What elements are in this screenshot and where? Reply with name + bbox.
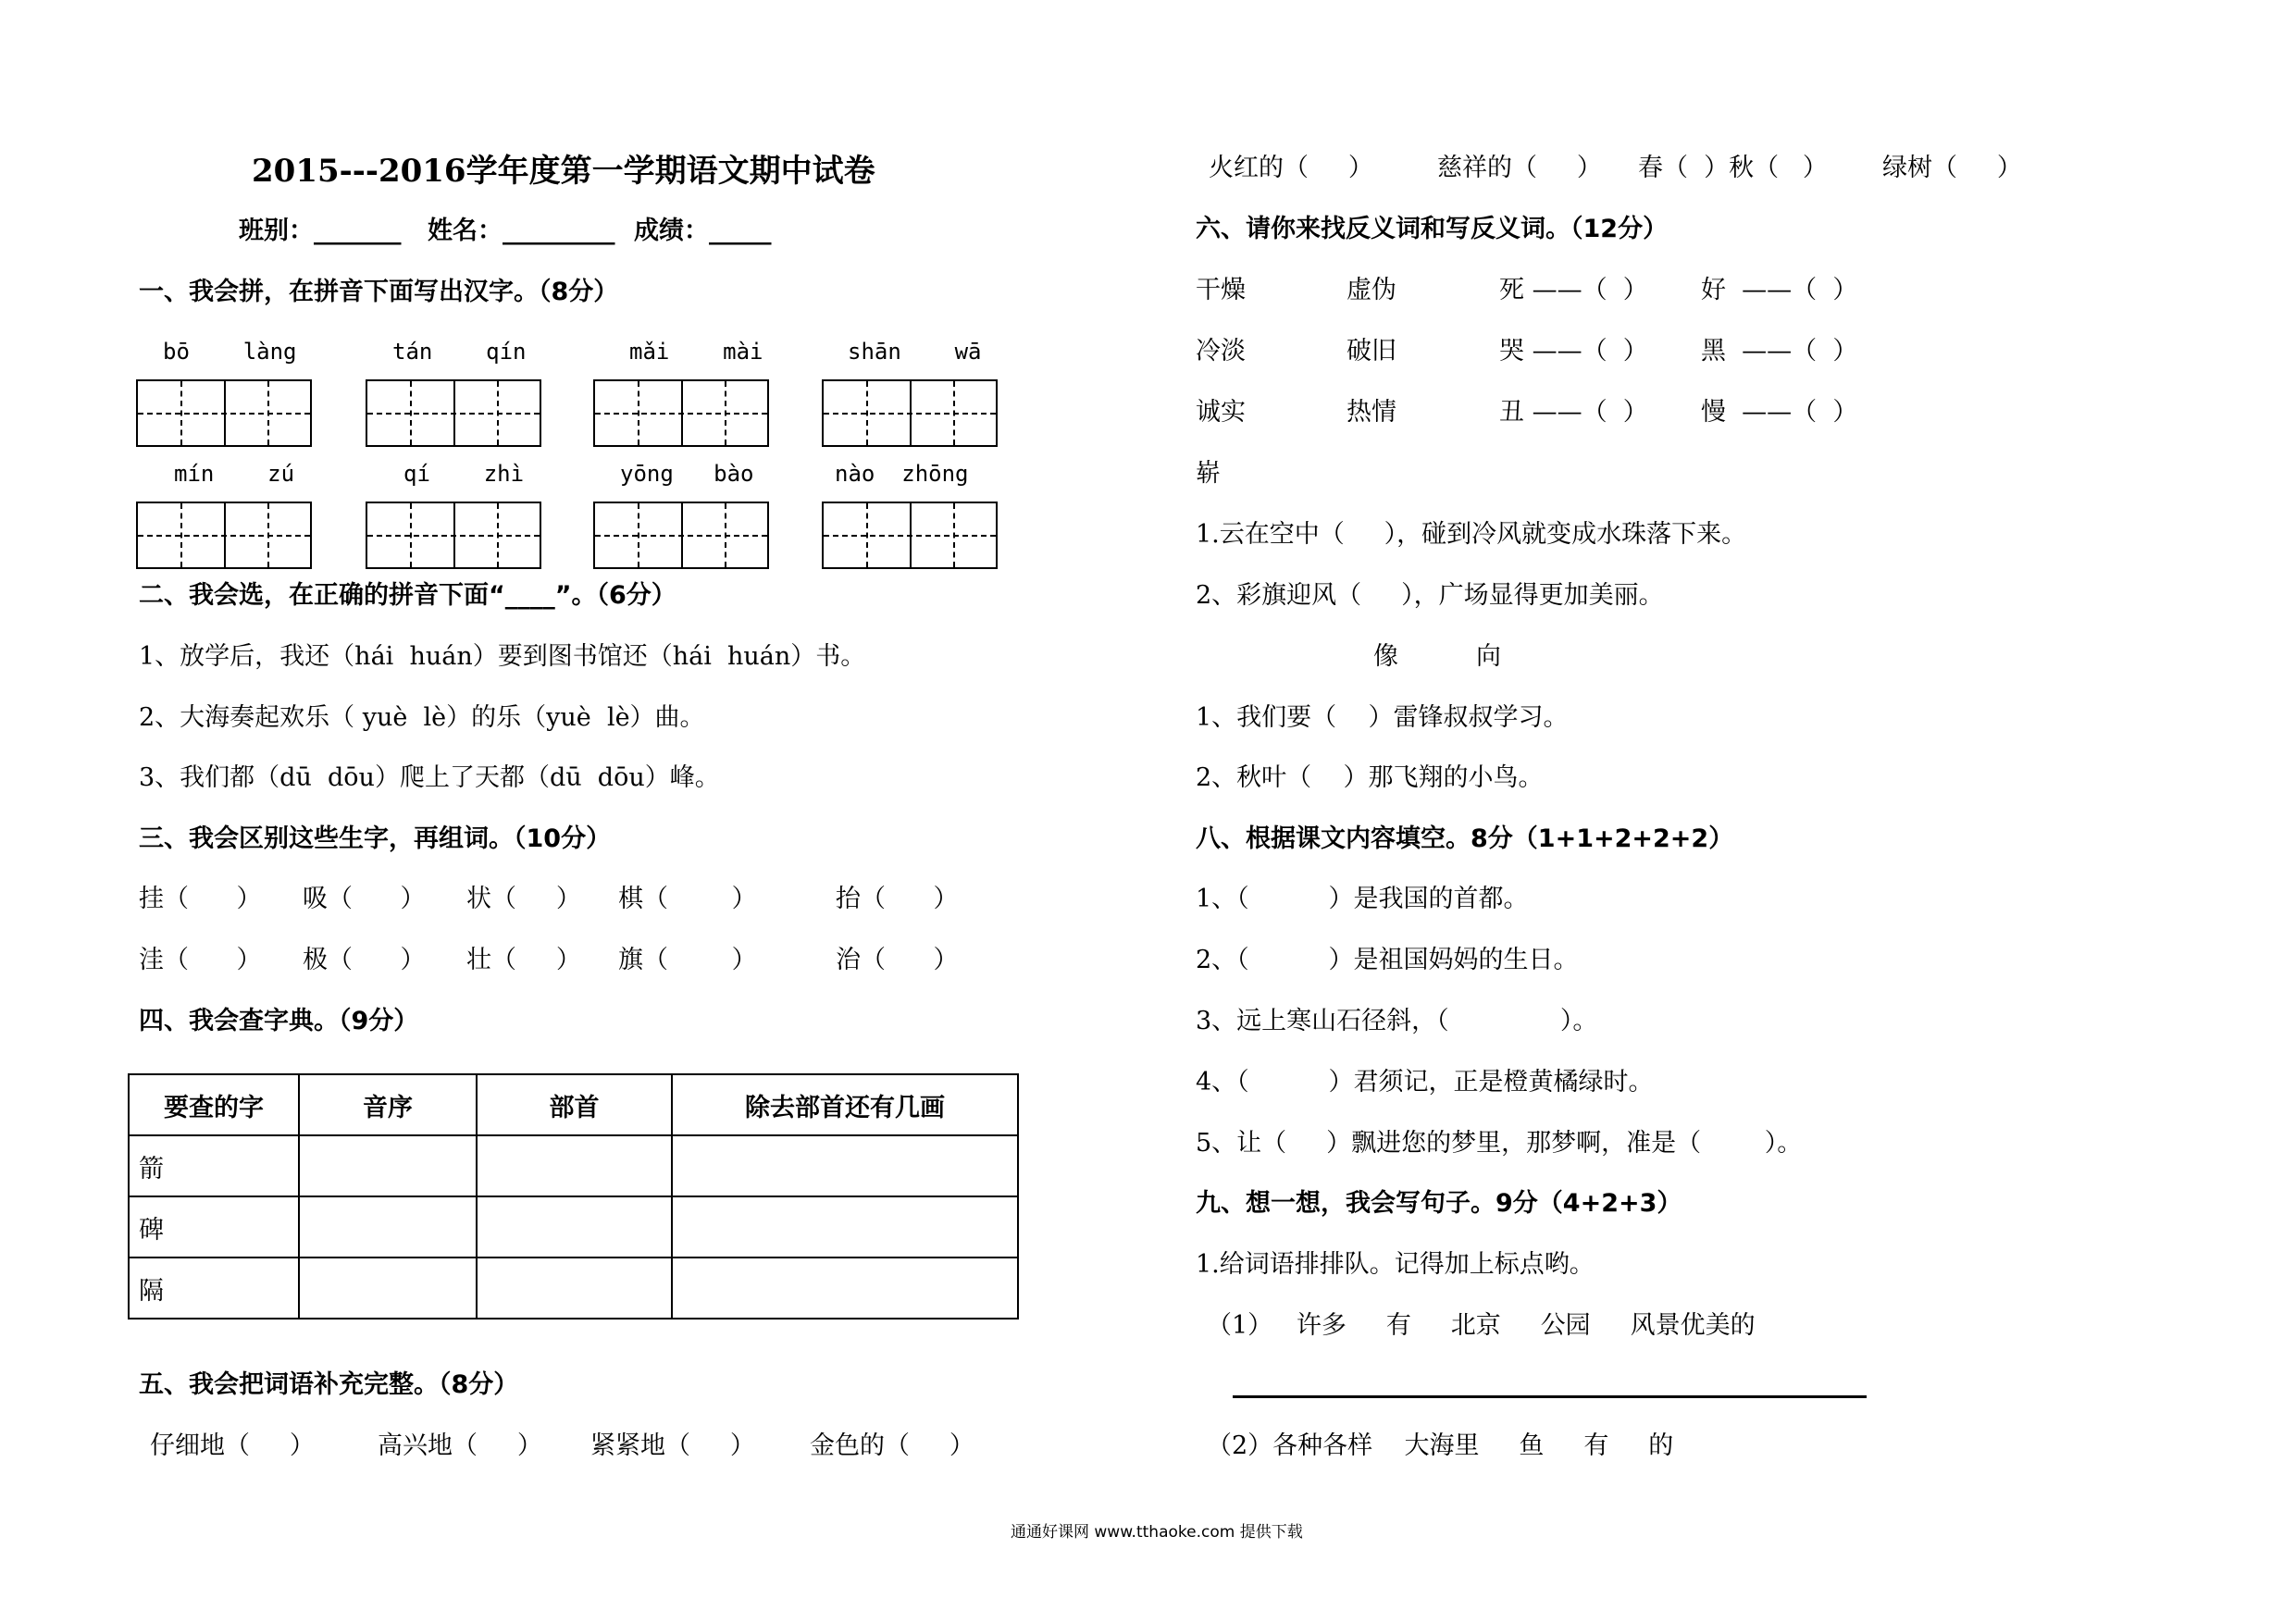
table-cell[interactable] xyxy=(672,1135,1018,1196)
section-6-heading: 六、请你来找反义词和写反义词。（12分） xyxy=(1196,215,1669,243)
s3-item: 壮（ ） xyxy=(466,946,581,974)
s2-item: 2、大海奏起欢乐（ yuè lè）的乐（yuè lè）曲。 xyxy=(139,703,705,732)
s6-cell: 破旧 xyxy=(1347,337,1396,365)
s6-cell: 干燥 xyxy=(1196,276,1246,304)
s9-question-2: （2）各种各样 大海里 鱼 有 的 xyxy=(1207,1431,1674,1460)
pinyin-1-2: tán qín xyxy=(392,339,527,365)
s3-item: 吸（ ） xyxy=(303,885,426,913)
s3-item: 洼（ ） xyxy=(139,946,262,974)
section-5-heading: 五、我会把词语补充完整。（8分） xyxy=(139,1370,519,1399)
s7-choice: 像 xyxy=(1373,642,1398,671)
writing-grid[interactable] xyxy=(366,502,541,569)
writing-grid[interactable] xyxy=(822,502,998,569)
table-row xyxy=(129,1258,1018,1319)
writing-grid[interactable] xyxy=(136,502,312,569)
s6-cell: 冷淡 xyxy=(1196,337,1246,365)
col-header: 部首 xyxy=(477,1074,672,1135)
s5-item-2: 春（ ）秋（ ） xyxy=(1638,154,1828,182)
s7-item: 2、彩旗迎风（ ），广场显得更加美丽。 xyxy=(1196,581,1664,610)
table-cell[interactable] xyxy=(299,1258,477,1319)
s7-item: 1.云在空中（ ），碰到冷风就变成水珠落下来。 xyxy=(1196,520,1747,549)
s7-choice: 向 xyxy=(1476,642,1501,671)
section-7-heading: 崭 xyxy=(1196,459,1221,488)
col-header: 音序 xyxy=(299,1074,477,1135)
s3-item: 治（ ） xyxy=(836,946,959,974)
s3-item: 旗（ ） xyxy=(618,946,757,974)
table-cell: 碑 xyxy=(129,1196,299,1258)
table-row xyxy=(129,1135,1018,1196)
section-8-heading: 八、根据课文内容填空。8分（1+1+2+2+2） xyxy=(1196,824,1734,853)
s5-item: 高兴地（ ） xyxy=(378,1431,542,1460)
writing-grid[interactable] xyxy=(136,379,312,447)
score-field: 成绩：_____ xyxy=(634,217,772,245)
footer: 通通好课网 www.tthaoke.com 提供下载 xyxy=(1011,1523,1303,1542)
s6-cell: 慢 ——（ ） xyxy=(1701,398,1858,427)
s6-cell: 黑 ——（ ） xyxy=(1701,337,1858,365)
col-header: 要查的字 xyxy=(129,1074,299,1135)
table-row xyxy=(129,1196,1018,1258)
s3-item: 抬（ ） xyxy=(836,885,959,913)
table-cell[interactable] xyxy=(477,1196,672,1258)
section-3-heading: 三、我会区别这些生字，再组词。（10分） xyxy=(139,824,612,853)
s6-cell: 死 ——（ ） xyxy=(1499,276,1648,304)
pinyin-1-1: bō làng xyxy=(163,339,297,365)
table-cell: 箭 xyxy=(129,1135,299,1196)
s3-item: 极（ ） xyxy=(303,946,426,974)
s7-item: 1、我们要（ ）雷锋叔叔学习。 xyxy=(1196,703,1569,732)
section-2-heading: 二、我会选，在正确的拼音下面“____”。（6分） xyxy=(139,581,676,610)
col-header: 除去部首还有几画 xyxy=(672,1074,1018,1135)
s3-item: 挂（ ） xyxy=(139,885,262,913)
s8-item: 5、让（ ）飘进您的梦里，那梦啊，准是（ ）。 xyxy=(1196,1129,1803,1158)
s6-cell: 哭 ——（ ） xyxy=(1499,337,1648,365)
table-cell[interactable] xyxy=(299,1135,477,1196)
page-title: 2015---2016学年度第一学期语文期中试卷 xyxy=(252,153,875,190)
name-field: 姓名：_________ xyxy=(428,217,615,245)
section-1-heading: 一、我会拼，在拼音下面写出汉字。（8分） xyxy=(139,278,619,306)
s7-item: 2、秋叶（ ）那飞翔的小鸟。 xyxy=(1196,763,1544,792)
s6-cell: 虚伪 xyxy=(1347,276,1396,304)
table-cell[interactable] xyxy=(672,1196,1018,1258)
pinyin-1-4: shān wā xyxy=(848,339,982,365)
s8-item: 4、（ ）君须记，正是橙黄橘绿时。 xyxy=(1196,1068,1654,1096)
pinyin-2-2: qí zhì xyxy=(403,461,525,487)
section-9-heading: 九、想一想，我会写句子。9分（4+2+3） xyxy=(1196,1189,1682,1218)
answer-line[interactable] xyxy=(1233,1395,1867,1398)
table-cell[interactable] xyxy=(672,1258,1018,1319)
s8-item: 3、远上寒山石径斜，（ ）。 xyxy=(1196,1007,1598,1035)
table-cell: 隔 xyxy=(129,1258,299,1319)
s6-cell: 丑 ——（ ） xyxy=(1499,398,1648,427)
table-cell[interactable] xyxy=(477,1135,672,1196)
pinyin-2-3: yōng bào xyxy=(620,461,754,487)
table-cell[interactable] xyxy=(299,1196,477,1258)
s3-item: 状（ ） xyxy=(466,885,581,913)
s5-item: 仔细地（ ） xyxy=(150,1431,315,1460)
s5-item: 金色的（ ） xyxy=(810,1431,974,1460)
table-cell[interactable] xyxy=(477,1258,672,1319)
writing-grid[interactable] xyxy=(822,379,998,447)
s3-item: 棋（ ） xyxy=(618,885,757,913)
s8-item: 1、（ ）是我国的首都。 xyxy=(1196,885,1529,913)
writing-grid[interactable] xyxy=(366,379,541,447)
s6-cell: 好 ——（ ） xyxy=(1701,276,1858,304)
dictionary-table xyxy=(128,1073,1019,1319)
s5-item: 紧紧地（ ） xyxy=(590,1431,755,1460)
s5-item-2: 绿树（ ） xyxy=(1882,154,2022,182)
s6-cell: 诚实 xyxy=(1196,398,1246,427)
class-field: 班别：_______ xyxy=(239,217,402,245)
s5-item-2: 慈祥的（ ） xyxy=(1437,154,1602,182)
s5-item-2: 火红的（ ） xyxy=(1209,154,1373,182)
pinyin-1-3: mǎi mài xyxy=(629,339,763,365)
s9-question-1: （1） 许多 有 北京 公园 风景优美的 xyxy=(1207,1311,1756,1340)
s6-cell: 热情 xyxy=(1347,398,1396,427)
writing-grid[interactable] xyxy=(593,502,769,569)
s2-item: 3、我们都（dū dōu）爬上了天都（dū dōu）峰。 xyxy=(139,763,720,792)
pinyin-2-4: nào zhōng xyxy=(835,461,969,487)
s9-intro: 1.给词语排排队。记得加上标点哟。 xyxy=(1196,1250,1595,1279)
s2-item: 1、放学后，我还（hái huán）要到图书馆还（hái huán）书。 xyxy=(139,642,866,671)
section-4-heading: 四、我会查字典。（9分） xyxy=(139,1007,419,1035)
s8-item: 2、（ ）是祖国妈妈的生日。 xyxy=(1196,946,1579,974)
pinyin-2-1: mín zú xyxy=(174,461,295,487)
writing-grid[interactable] xyxy=(593,379,769,447)
